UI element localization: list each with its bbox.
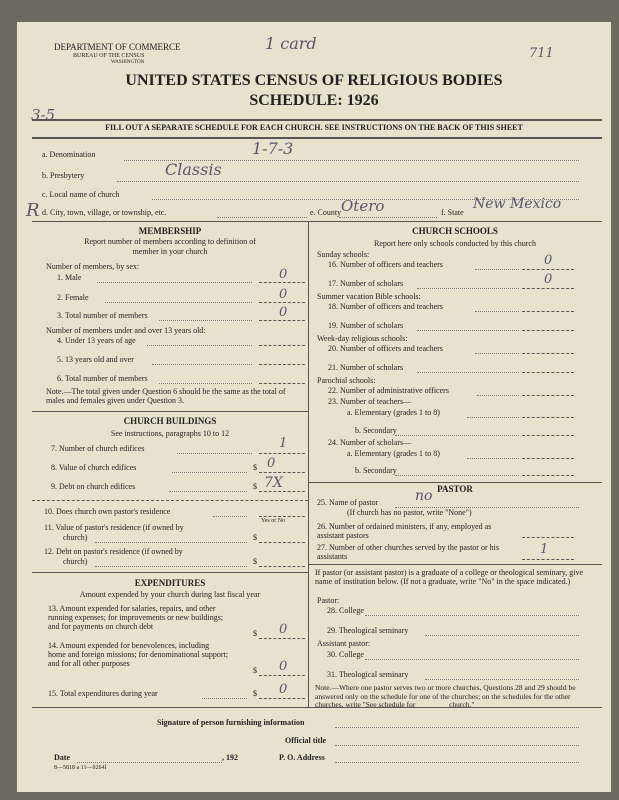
city-label: WASHINGTON [111,60,145,65]
county-value: Otero [341,197,385,215]
assistant-pastor-label: Assistant pastor: [317,639,371,648]
q-state: f. State [441,208,464,217]
q1-male: 1. Male [57,273,82,282]
state-value: New Mexico [473,196,562,212]
q13-value: 0 [279,622,288,637]
q12-church: church) [63,557,88,566]
q23a-elementary: a. Elementary (grades 1 to 8) [347,408,440,417]
q22-admin: 22. Number of administrative officers [328,386,449,395]
dollar-8: $ [253,463,257,472]
q24a-elementary: a. Elementary (grades 1 to 8) [347,449,440,458]
yes-or-no-hint: Yes or No [261,518,286,524]
q9-value: 7X [264,475,283,491]
q19-scholars: 19. Number of scholars [328,321,404,330]
expenditures-sub: Amount expended by your church during last fiscal year [79,590,261,599]
graduate-instruction: If pastor (or assistant pastor) is a graduate of a college or theological seminary, give name of institution below. (If not a graduate, write "No" in the space indicated.) [315,568,584,586]
q17-scholars: 17. Number of scholars [328,279,404,288]
membership-sub1: Report number of members according to definition of [84,237,256,246]
q27-other-churches: 27. Number of other churches served by the pastor or his assistants [317,543,499,561]
q-presbytery: b. Presbytery [42,171,85,180]
q7-value: 1 [279,436,288,451]
q4-under13: 4. Under 13 years of age [57,336,136,345]
q27-value: 1 [540,542,549,557]
dollar-11: $ [253,533,257,542]
q13-running-expenses: 13. Amount expended for salaries, repairs, and other running expenses; for improvements or new buildings; and for payments on church debt [48,604,224,631]
membership-heading: MEMBERSHIP [138,226,202,236]
q10-owns-residence: 10. Does church own pastor's residence [44,507,171,516]
buildings-heading: CHURCH BUILDINGS [123,416,217,426]
schools-sub: Report here only schools conducted by this church [374,239,536,248]
q25-pastor-name: 25. Name of pastor [317,498,379,507]
q20-officers: 20. Number of officers and teachers [328,344,443,353]
q12-debt-residence: 12. Debt on pastor's residence (if owned by [44,547,183,556]
members-by-age: Number of members under and over 13 years old: [46,326,206,335]
q28-college: 28. College [327,606,364,615]
q7-edifices: 7. Number of church edifices [51,444,145,453]
date-label: Date [54,753,70,762]
denomination-value: 1-7-3 [252,139,294,158]
q-city: d. City, town, village, or township, etc. [42,208,167,217]
q25-hint: (If church has no pastor, write "None") [347,508,472,517]
q6-total: 6. Total number of members [57,374,148,383]
summer-schools: Summer vacation Bible schools: [317,292,421,301]
q14-benevolences: 14. Amount expended for benevolences, including home and foreign missions; for denominational support; and for all other purposes [48,641,228,668]
dollar-9: $ [253,482,257,491]
q8-value: 0 [267,456,276,471]
q24-scholars: 24. Number of scholars— [328,438,412,447]
q26-assistants: 26. Number of ordained ministers, if any, employed as assistant pastors [317,522,492,540]
q30-college: 30. College [327,650,364,659]
q15-total-expenditures: 15. Total expenditures during year [48,689,158,698]
q11-value-residence: 11. Value of pastor's residence (if owned by [44,523,184,532]
dept-label: DEPARTMENT OF COMMERCE [54,42,181,52]
q15-value: 0 [279,682,288,697]
dollar-15: $ [253,689,257,698]
pastor-note: Note.—Where one pastor serves two or more churches, Questions 28 and 29 should be answered only on the schedule for one of the churches; on the schedules for the other churches, write "See schedule for ________ church." [315,683,576,709]
dollar-12: $ [253,557,257,566]
q-denomination: a. Denomination [42,150,96,159]
q-county: e. County [310,208,342,217]
sunday-schools: Sunday schools: [317,250,370,259]
q3-total: 3. Total number of members [57,311,148,320]
q3-value: 0 [279,305,288,320]
hw-card: 1 card [265,34,317,53]
q21-scholars: 21. Number of scholars [328,363,404,372]
census-form [17,22,611,792]
pastor-label: Pastor: [317,596,340,605]
dollar-14: $ [253,666,257,675]
schedule-title: SCHEDULE: 1926 [249,92,379,109]
weekday-schools: Week-day religious schools: [317,334,408,343]
q9-debt-edifices: 9. Debt on church edifices [51,482,136,491]
hw-mark-r: R [26,200,40,221]
expenditures-heading: EXPENDITURES [134,578,206,588]
po-address-label: P. O. Address [279,753,325,762]
buildings-sub: See instructions, paragraphs 10 to 12 [110,429,230,438]
form-code: 8—5818 a 11—9264l [54,765,107,771]
presbytery-value: Classis [165,160,222,179]
q11-church: church) [63,533,88,542]
q8-value-edifices: 8. Value of church edifices [51,463,137,472]
form-title: UNITED STATES CENSUS OF RELIGIOUS BODIES [125,72,503,89]
instruction-line: FILL OUT A SEPARATE SCHEDULE FOR EACH CHURCH. SEE INSTRUCTIONS ON THE BACK OF THIS SHEET [105,123,523,132]
q29-seminary: 29. Theological seminary [327,626,409,635]
parochial-schools: Parochial schools: [317,376,376,385]
members-by-sex: Number of members, by sex: [46,262,140,271]
q16-value: 0 [544,253,553,268]
q16-officers: 16. Number of officers and teachers [328,260,443,269]
q24b-secondary: b. Secondary [355,466,397,475]
q31-seminary: 31. Theological seminary [327,670,409,679]
q23-teachers: 23. Number of teachers— [328,397,412,406]
official-title-label: Official title [285,736,327,745]
q2-value: 0 [279,287,288,302]
q1-value: 0 [279,267,288,282]
schools-heading: CHURCH SCHOOLS [412,226,498,236]
q25-value: no [415,488,433,504]
q23b-secondary: b. Secondary [355,426,397,435]
hw-code: 3-5 [31,106,56,124]
membership-sub2: member in your church [132,247,208,256]
hw-number: 711 [529,46,554,61]
year-label: , 192 [222,753,238,762]
signature-label: Signature of person furnishing information [157,718,305,727]
q2-female: 2. Female [57,293,89,302]
membership-note: Note.—The total given under Question 6 should be the same as the total of males and females given under Question 3. [46,387,286,405]
bureau-label: BUREAU OF THE CENSUS [73,53,145,59]
q5-over13: 5. 13 years old and over [57,355,134,364]
q-local-name: c. Local name of church [42,190,120,199]
q18-officers: 18. Number of officers and teachers [328,302,443,311]
dollar-13: $ [253,629,257,638]
q17-value: 0 [544,272,553,287]
q14-value: 0 [279,659,288,674]
pastor-heading: PASTOR [437,484,473,494]
